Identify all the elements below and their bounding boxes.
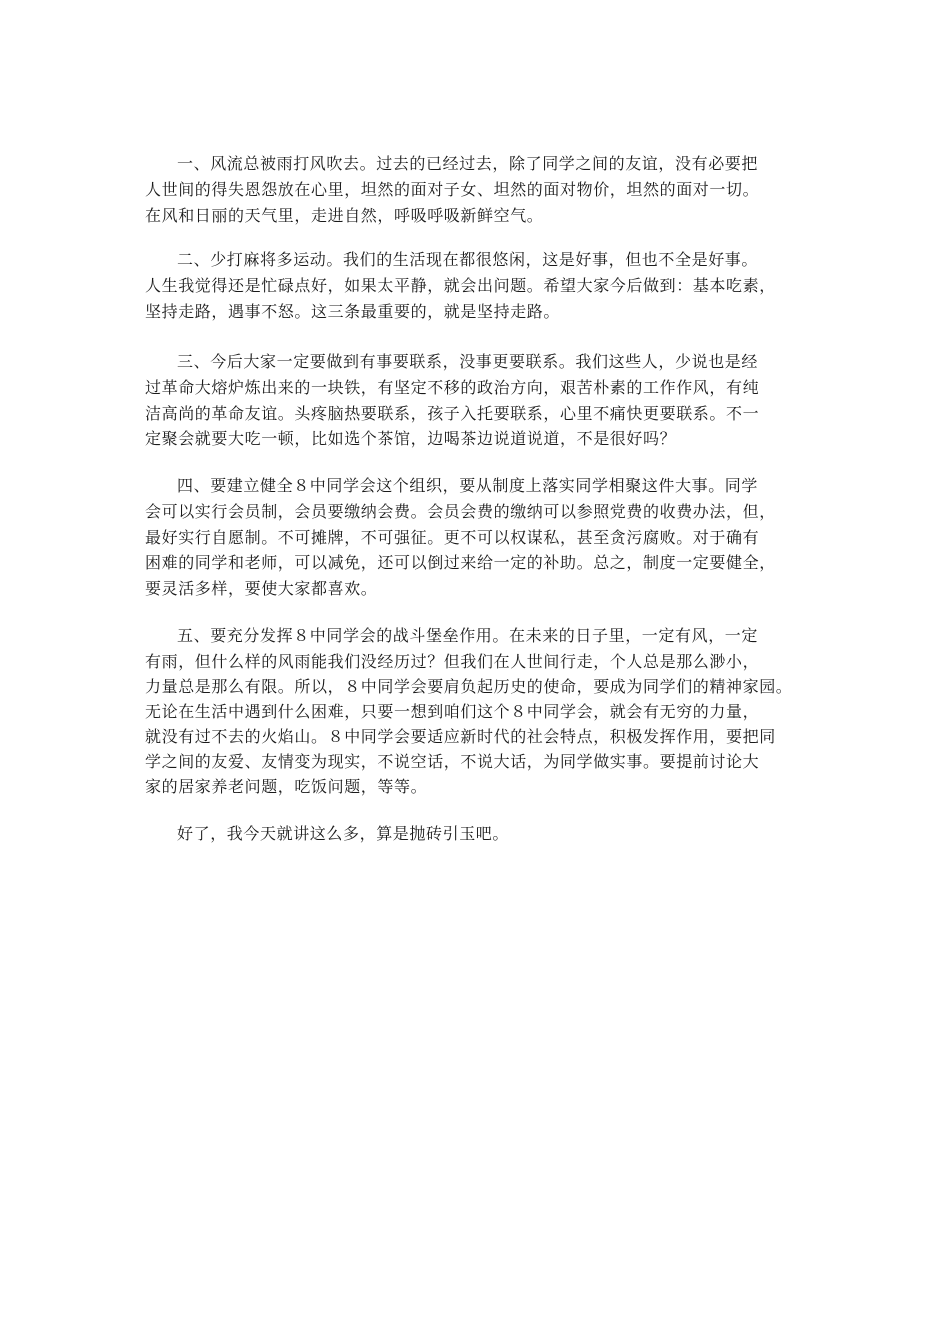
text-line: 在风和日丽的天气里，走进自然，呼吸呼吸新鲜空气。 xyxy=(145,206,544,225)
text-line: 学之间的友爱、友情变为现实，不说空话，不说大话，为同学做实事。要提前讨论大 xyxy=(145,752,760,771)
text-line: 就没有过不去的火焰山。８中同学会要适应新时代的社会特点，积极发挥作用，要把同 xyxy=(145,727,776,746)
text-line: 定聚会就要大吃一顿，比如选个茶馆，边喝茶边说道说道，不是很好吗？ xyxy=(145,429,677,448)
text-line: 无论在生活中遇到什么困难，只要一想到咱们这个８中同学会，就会有无穷的力量， xyxy=(145,702,760,721)
text-line: 坚持走路，遇事不怒。这三条最重要的，就是坚持走路。 xyxy=(145,302,561,321)
text-line: 一、风流总被雨打风吹去。过去的已经过去，除了同学之间的友谊，没有必要把 xyxy=(177,154,759,173)
text-line: 人世间的得失恩怨放在心里，坦然的面对子女、坦然的面对物价，坦然的面对一切。 xyxy=(145,180,760,199)
text-line: 好了，我今天就讲这么多，算是抛砖引玉吧。 xyxy=(177,824,510,843)
text-line: 四、要建立健全８中同学会这个组织，要从制度上落实同学相聚这件大事。同学 xyxy=(177,476,759,495)
text-line: 家的居家养老问题，吃饭问题，等等。 xyxy=(145,777,428,796)
text-line: 过革命大熔炉炼出来的一块铁，有坚定不移的政治方向，艰苦朴素的工作作风，有纯 xyxy=(145,378,760,397)
text-line: 困难的同学和老师，可以减免，还可以倒过来给一定的补助。总之，制度一定要健全， xyxy=(145,553,776,572)
text-line: 最好实行自愿制。不可摊牌，不可强征。更不可以权谋私，甚至贪污腐败。对于确有 xyxy=(145,528,760,547)
text-line: 有雨，但什么样的风雨能我们没经历过？但我们在人世间行走，个人总是那么渺小， xyxy=(145,652,760,671)
text-line: 要灵活多样，要使大家都喜欢。 xyxy=(145,579,378,598)
text-line: 洁高尚的革命友谊。头疼脑热要联系，孩子入托要联系，心里不痛快更要联系。不一 xyxy=(145,404,760,423)
text-line: 会可以实行会员制，会员要缴纳会费。会员会费的缴纳可以参照党费的收费办法，但， xyxy=(145,502,776,521)
text-line: 人生我觉得还是忙碌点好，如果太平静，就会出问题。希望大家今后做到：基本吃素， xyxy=(145,276,776,295)
text-line: 五、要充分发挥８中同学会的战斗堡垒作用。在未来的日子里，一定有风，一定 xyxy=(177,626,759,645)
text-line: 力量总是那么有限。所以，８中同学会要肩负起历史的使命，要成为同学们的精神家园。 xyxy=(145,677,793,696)
text-line: 二、少打麻将多运动。我们的生活现在都很悠闲，这是好事，但也不全是好事。 xyxy=(177,250,759,269)
text-line: 三、今后大家一定要做到有事要联系，没事更要联系。我们这些人，少说也是经 xyxy=(177,352,759,371)
